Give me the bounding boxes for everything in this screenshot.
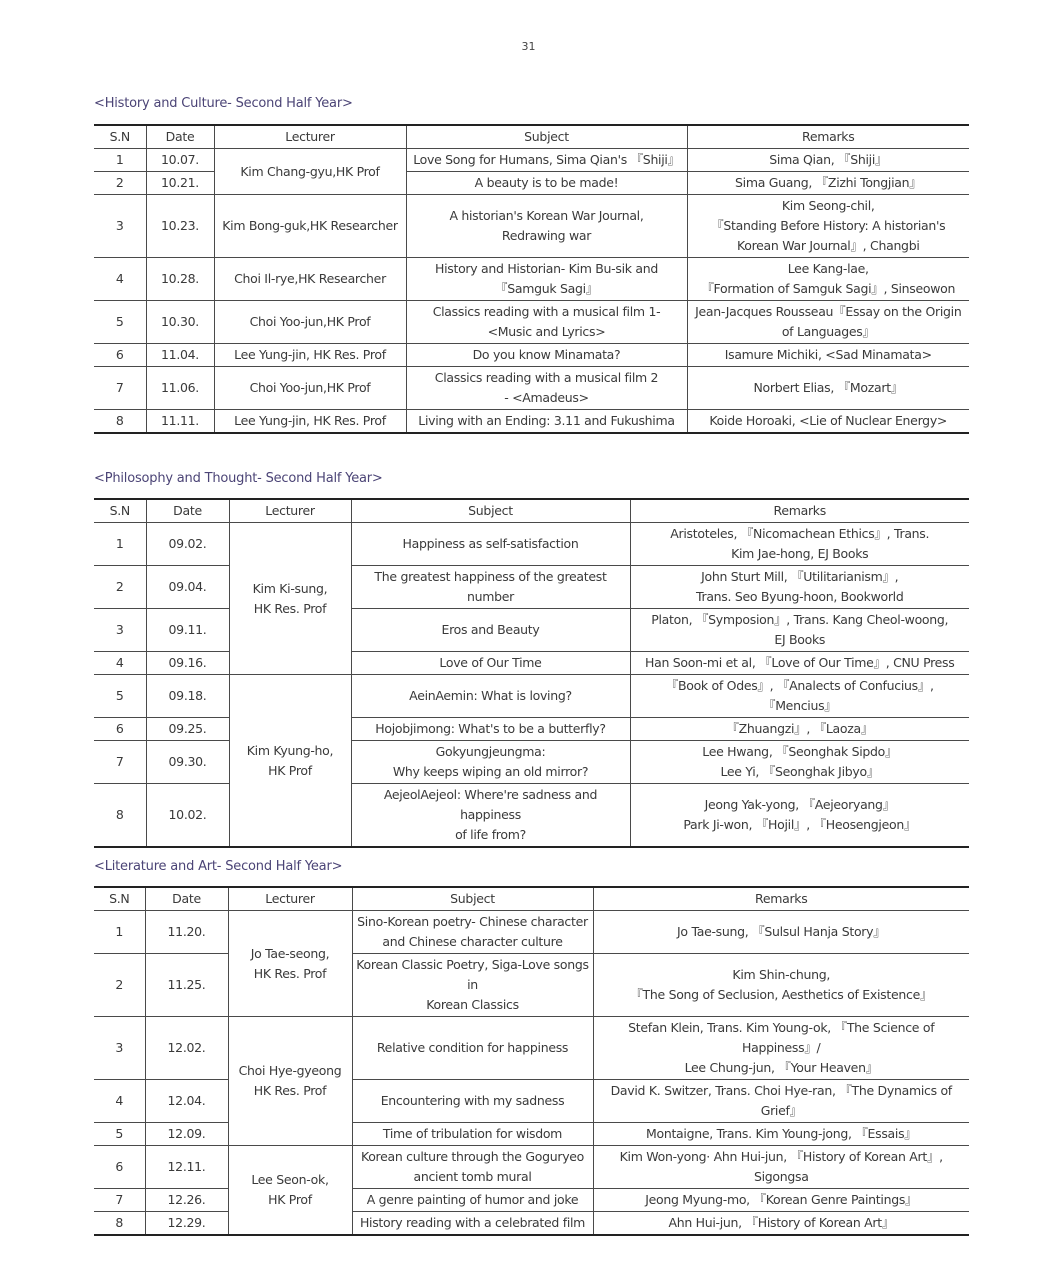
philosophy-thought-table xyxy=(94,498,969,848)
cell-remarks: Kim Shin-chung, 『The Song of Seclusion, Aesthetics of Existence』 xyxy=(593,954,969,1017)
cell-sn: 3 xyxy=(94,195,146,258)
cell-sn: 2 xyxy=(94,566,146,609)
header-sn: S.N xyxy=(94,499,146,523)
cell-sn: 1 xyxy=(94,523,146,566)
table-row xyxy=(94,1017,969,1080)
cell-date: 09.02. xyxy=(146,523,229,566)
cell-date: 12.26. xyxy=(145,1189,228,1212)
cell-remarks: Sima Guang, 『Zizhi Tongjian』 xyxy=(687,172,969,195)
table-row xyxy=(94,1080,969,1123)
cell-remarks: Jo Tae-sung, 『Sulsul Hanja Story』 xyxy=(593,911,969,954)
header-subject: Subject xyxy=(352,887,593,911)
cell-subject: Living with an Ending: 3.11 and Fukushima xyxy=(406,410,687,434)
header-lecturer: Lecturer xyxy=(214,125,406,149)
cell-sn: 4 xyxy=(94,258,146,301)
cell-subject: History reading with a celebrated film xyxy=(352,1212,593,1236)
cell-date: 11.20. xyxy=(145,911,228,954)
table-row xyxy=(94,609,969,652)
table-row xyxy=(94,344,969,367)
page-number: 31 xyxy=(521,40,536,53)
cell-sn: 2 xyxy=(94,172,146,195)
cell-remarks: Han Soon-mi et al, 『Love of Our Time』, CNU Press xyxy=(630,652,969,675)
cell-remarks: Koide Horoaki, <Lie of Nuclear Energy> xyxy=(687,410,969,434)
table-row xyxy=(94,566,969,609)
table-row xyxy=(94,149,969,172)
table-header-row xyxy=(94,887,969,911)
cell-subject: AejeolAejeol: Where're sadness and happiness of life from? xyxy=(351,784,630,848)
cell-lecturer: Lee Yung-jin, HK Res. Prof xyxy=(214,344,406,367)
cell-subject: Relative condition for happiness xyxy=(352,1017,593,1080)
cell-lecturer: Choi Hye-gyeong HK Res. Prof xyxy=(228,1017,352,1146)
cell-sn: 5 xyxy=(94,675,146,718)
cell-remarks: Ahn Hui-jun, 『History of Korean Art』 xyxy=(593,1212,969,1236)
cell-remarks: Jean-Jacques Rousseau『Essay on the Origin of Languages』 xyxy=(687,301,969,344)
table-header-row xyxy=(94,125,969,149)
cell-remarks: 『Book of Odes』, 『Analects of Confucius』, 『Mencius』 xyxy=(630,675,969,718)
cell-sn: 4 xyxy=(94,1080,145,1123)
cell-subject: Eros and Beauty xyxy=(351,609,630,652)
cell-subject: A beauty is to be made! xyxy=(406,172,687,195)
table-row xyxy=(94,954,969,1017)
cell-remarks: Lee Kang-lae, 『Formation of Samguk Sagi』, Sinseowon xyxy=(687,258,969,301)
cell-lecturer: Choi Yoo-jun,HK Prof xyxy=(214,301,406,344)
table-row xyxy=(94,1146,969,1189)
cell-subject: Encountering with my sadness xyxy=(352,1080,593,1123)
cell-remarks: Kim Seong-chil, 『Standing Before History: A historian's Korean War Journal』, Changbi xyxy=(687,195,969,258)
literature-art-table xyxy=(94,886,969,1236)
cell-subject: A genre painting of humor and joke xyxy=(352,1189,593,1212)
header-remarks: Remarks xyxy=(687,125,969,149)
cell-subject: Korean culture through the Goguryeo ancient tomb mural xyxy=(352,1146,593,1189)
table-row xyxy=(94,1189,969,1212)
cell-sn: 6 xyxy=(94,718,146,741)
cell-subject: History and Historian- Kim Bu-sik and 『Samguk Sagi』 xyxy=(406,258,687,301)
cell-remarks: Isamure Michiki, <Sad Minamata> xyxy=(687,344,969,367)
cell-lecturer: Kim Bong-guk,HK Researcher xyxy=(214,195,406,258)
cell-sn: 8 xyxy=(94,410,146,434)
cell-remarks: Aristoteles, 『Nicomachean Ethics』, Trans. Kim Jae-hong, EJ Books xyxy=(630,523,969,566)
header-date: Date xyxy=(146,499,229,523)
cell-lecturer: Lee Yung-jin, HK Res. Prof xyxy=(214,410,406,434)
cell-sn: 3 xyxy=(94,609,146,652)
cell-remarks: Stefan Klein, Trans. Kim Young-ok, 『The Science of Happiness』/ Lee Chung-jun, 『Your Heaven』 xyxy=(593,1017,969,1080)
table-row xyxy=(94,718,969,741)
cell-subject: The greatest happiness of the greatest number xyxy=(351,566,630,609)
section-title-history: <History and Culture- Second Half Year> xyxy=(94,96,353,111)
cell-date: 12.29. xyxy=(145,1212,228,1236)
cell-sn: 3 xyxy=(94,1017,145,1080)
cell-sn: 1 xyxy=(94,911,145,954)
table-row xyxy=(94,195,969,258)
cell-date: 10.02. xyxy=(146,784,229,848)
table-row xyxy=(94,523,969,566)
table-header-row xyxy=(94,499,969,523)
cell-lecturer: Kim Ki-sung, HK Res. Prof xyxy=(229,523,351,675)
section-title-philosophy: <Philosophy and Thought- Second Half Year> xyxy=(94,471,383,486)
header-subject: Subject xyxy=(351,499,630,523)
cell-date: 10.07. xyxy=(146,149,214,172)
cell-date: 12.09. xyxy=(145,1123,228,1146)
cell-sn: 8 xyxy=(94,784,146,848)
cell-remarks: Jeong Myung-mo, 『Korean Genre Paintings』 xyxy=(593,1189,969,1212)
cell-lecturer: Lee Seon-ok, HK Prof xyxy=(228,1146,352,1236)
table-row xyxy=(94,301,969,344)
header-remarks: Remarks xyxy=(593,887,969,911)
cell-subject: Do you know Minamata? xyxy=(406,344,687,367)
cell-subject: Love of Our Time xyxy=(351,652,630,675)
cell-sn: 4 xyxy=(94,652,146,675)
table-row xyxy=(94,410,969,434)
cell-remarks: Platon, 『Symposion』, Trans. Kang Cheol-woong, EJ Books xyxy=(630,609,969,652)
cell-subject: Hojobjimong: What's to be a butterfly? xyxy=(351,718,630,741)
header-date: Date xyxy=(146,125,214,149)
cell-subject: Gokyungjeungma: Why keeps wiping an old mirror? xyxy=(351,741,630,784)
header-sn: S.N xyxy=(94,887,145,911)
cell-sn: 7 xyxy=(94,1189,145,1212)
cell-date: 11.25. xyxy=(145,954,228,1017)
cell-sn: 1 xyxy=(94,149,146,172)
cell-subject: A historian's Korean War Journal, Redrawing war xyxy=(406,195,687,258)
table-row xyxy=(94,258,969,301)
table-row xyxy=(94,911,969,954)
table-row xyxy=(94,675,969,718)
cell-date: 10.23. xyxy=(146,195,214,258)
cell-date: 09.30. xyxy=(146,741,229,784)
header-date: Date xyxy=(145,887,228,911)
header-remarks: Remarks xyxy=(630,499,969,523)
cell-date: 11.06. xyxy=(146,367,214,410)
section-title-literature: <Literature and Art- Second Half Year> xyxy=(94,859,343,874)
cell-lecturer: Choi Il-rye,HK Researcher xyxy=(214,258,406,301)
history-culture-table xyxy=(94,124,969,434)
cell-sn: 7 xyxy=(94,367,146,410)
header-subject: Subject xyxy=(406,125,687,149)
cell-sn: 2 xyxy=(94,954,145,1017)
cell-subject: Love Song for Humans, Sima Qian's 『Shiji』 xyxy=(406,149,687,172)
cell-remarks: Montaigne, Trans. Kim Young-jong, 『Essais』 xyxy=(593,1123,969,1146)
cell-subject: Korean Classic Poetry, Siga-Love songs in Korean Classics xyxy=(352,954,593,1017)
cell-subject: Classics reading with a musical film 2 - <Amadeus> xyxy=(406,367,687,410)
cell-date: 10.28. xyxy=(146,258,214,301)
table-row xyxy=(94,1212,969,1236)
cell-subject: Classics reading with a musical film 1- <Music and Lyrics> xyxy=(406,301,687,344)
cell-remarks: Kim Won-yong· Ahn Hui-jun, 『History of Korean Art』, Sigongsa xyxy=(593,1146,969,1189)
cell-date: 11.11. xyxy=(146,410,214,434)
cell-date: 11.04. xyxy=(146,344,214,367)
cell-remarks: 『Zhuangzi』, 『Laoza』 xyxy=(630,718,969,741)
cell-sn: 5 xyxy=(94,301,146,344)
cell-lecturer: Jo Tae-seong, HK Res. Prof xyxy=(228,911,352,1017)
table-row xyxy=(94,367,969,410)
cell-sn: 7 xyxy=(94,741,146,784)
cell-date: 09.25. xyxy=(146,718,229,741)
cell-lecturer: Choi Yoo-jun,HK Prof xyxy=(214,367,406,410)
cell-subject: AeinAemin: What is loving? xyxy=(351,675,630,718)
table-row xyxy=(94,652,969,675)
cell-date: 09.04. xyxy=(146,566,229,609)
cell-date: 09.18. xyxy=(146,675,229,718)
cell-subject: Happiness as self-satisfaction xyxy=(351,523,630,566)
cell-subject: Sino-Korean poetry- Chinese character and Chinese character culture xyxy=(352,911,593,954)
cell-date: 10.30. xyxy=(146,301,214,344)
cell-sn: 6 xyxy=(94,1146,145,1189)
cell-date: 12.11. xyxy=(145,1146,228,1189)
cell-subject: Time of tribulation for wisdom xyxy=(352,1123,593,1146)
cell-lecturer: Kim Chang-gyu,HK Prof xyxy=(214,149,406,195)
header-sn: S.N xyxy=(94,125,146,149)
table-row xyxy=(94,741,969,784)
cell-remarks: Lee Hwang, 『Seonghak Sipdo』 Lee Yi, 『Seonghak Jibyo』 xyxy=(630,741,969,784)
cell-sn: 8 xyxy=(94,1212,145,1236)
table-row xyxy=(94,1123,969,1146)
header-lecturer: Lecturer xyxy=(229,499,351,523)
cell-sn: 5 xyxy=(94,1123,145,1146)
cell-remarks: Jeong Yak-yong, 『Aejeoryang』 Park Ji-won, 『Hojil』, 『Heosengjeon』 xyxy=(630,784,969,848)
header-lecturer: Lecturer xyxy=(228,887,352,911)
cell-remarks: Sima Qian, 『Shiji』 xyxy=(687,149,969,172)
cell-date: 09.16. xyxy=(146,652,229,675)
cell-date: 12.04. xyxy=(145,1080,228,1123)
cell-remarks: Norbert Elias, 『Mozart』 xyxy=(687,367,969,410)
cell-lecturer: Kim Kyung-ho, HK Prof xyxy=(229,675,351,848)
cell-date: 09.11. xyxy=(146,609,229,652)
cell-date: 10.21. xyxy=(146,172,214,195)
table-row xyxy=(94,784,969,848)
cell-date: 12.02. xyxy=(145,1017,228,1080)
cell-remarks: David K. Switzer, Trans. Choi Hye-ran, 『The Dynamics of Grief』 xyxy=(593,1080,969,1123)
cell-sn: 6 xyxy=(94,344,146,367)
cell-remarks: John Sturt Mill, 『Utilitarianism』, Trans. Seo Byung-hoon, Bookworld xyxy=(630,566,969,609)
